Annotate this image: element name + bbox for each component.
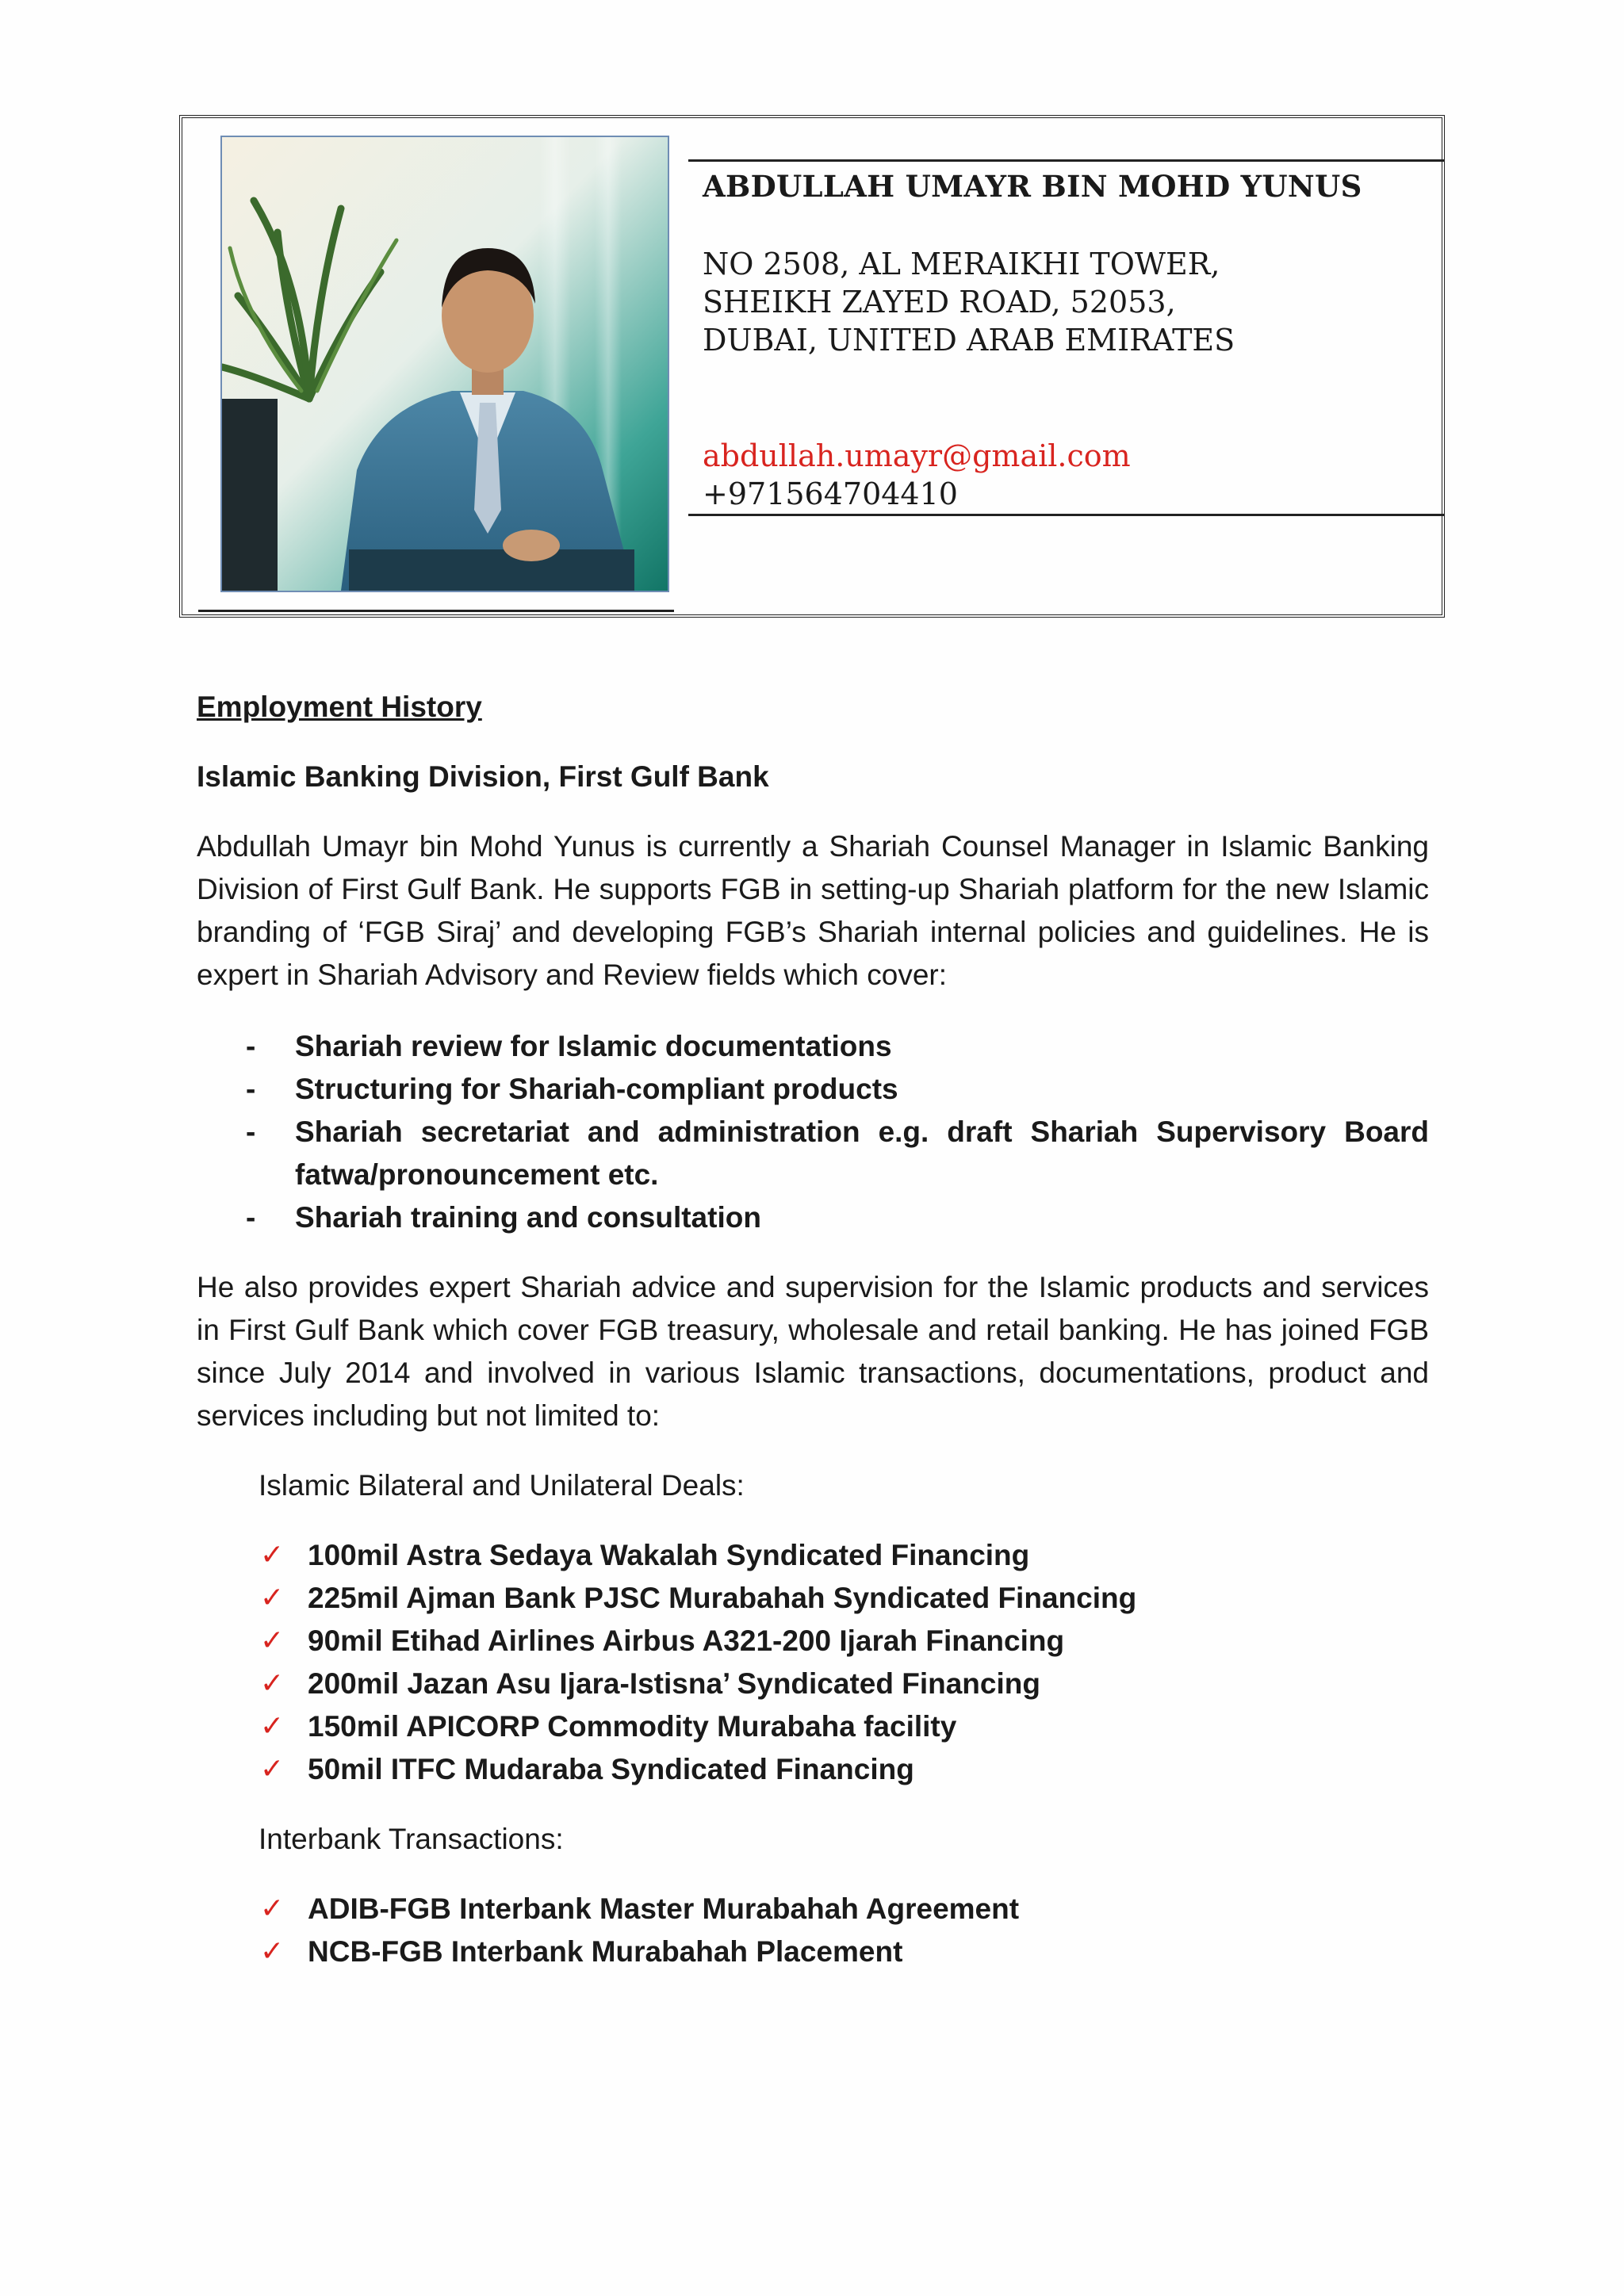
- address-line-1: NO 2508, AL MERAIKHI TOWER,: [703, 247, 1220, 281]
- intro-paragraph: Abdullah Umayr bin Mohd Yunus is currently a Shariah Counsel Manager in Islamic Banking Division of First Gulf Bank. He supports FGB in setting-up Shariah platform for the new Islamic branding of ‘FGB Siraj’ and developing FGB’s Shariah internal policies and guidelines. He is expert in Shariah Advisory and Review fields which cover:: [197, 830, 1429, 991]
- deals-list: [197, 1534, 1429, 1791]
- employment-section: [197, 686, 1429, 1973]
- interbank-heading: Interbank Transactions:: [259, 1823, 564, 1855]
- advisory-fields-list: [197, 1025, 1429, 1239]
- dash-bullet: -: [246, 1201, 256, 1234]
- checkmark-icon: ✓: [260, 1710, 285, 1743]
- email-link[interactable]: abdullah.umayr@gmail.com: [703, 438, 1131, 473]
- profile-photo: [220, 136, 669, 592]
- list-item-text: Shariah secretariat and administration e.g. draft Shariah Supervisory Board fatwa/pronouncement etc.: [295, 1115, 1429, 1191]
- list-item: [197, 1663, 1429, 1705]
- list-item: [197, 1577, 1429, 1620]
- list-item-text: 200mil Jazan Asu Ijara-Istisna’ Syndicated Financing: [308, 1667, 1040, 1700]
- list-item-text: Shariah training and consultation: [295, 1201, 761, 1234]
- header-box: [179, 115, 1445, 618]
- organization-title: Islamic Banking Division, First Gulf Bank: [197, 760, 769, 793]
- address-block: [703, 245, 1432, 359]
- details-paragraph: He also provides expert Shariah advice and supervision for the Islamic products and services in First Gulf Bank which cover FGB treasury, wholesale and retail banking. He has joined FGB since July 2014 and involved in various Islamic transactions, documentations, product and services including but not limited to:: [197, 1271, 1429, 1432]
- list-item-text: 50mil ITFC Mudaraba Syndicated Financing: [308, 1753, 914, 1785]
- list-item: [197, 1111, 1429, 1196]
- interbank-list: [197, 1888, 1429, 1973]
- list-item: [197, 1068, 1429, 1111]
- contact-info: [703, 167, 1432, 513]
- dash-bullet: -: [246, 1030, 256, 1062]
- address-line-2: SHEIKH ZAYED ROAD, 52053,: [703, 285, 1176, 320]
- list-item-text: 90mil Etihad Airlines Airbus A321-200 Ijarah Financing: [308, 1624, 1065, 1657]
- checkmark-icon: ✓: [260, 1582, 285, 1614]
- list-item-text: ADIB-FGB Interbank Master Murabahah Agreement: [308, 1892, 1020, 1925]
- list-item-text: 225mil Ajman Bank PJSC Murabahah Syndicated Financing: [308, 1582, 1137, 1614]
- list-item-text: Shariah review for Islamic documentations: [295, 1030, 892, 1062]
- checkmark-icon: ✓: [260, 1667, 285, 1700]
- info-top-rule: [688, 159, 1445, 162]
- list-item: [197, 1025, 1429, 1068]
- address-line-3: DUBAI, UNITED ARAB EMIRATES: [703, 323, 1235, 358]
- list-item-text: 100mil Astra Sedaya Wakalah Syndicated Financing: [308, 1539, 1030, 1571]
- list-item: [197, 1196, 1429, 1239]
- list-item-text: Structuring for Shariah-compliant products: [295, 1073, 898, 1105]
- list-item: [197, 1888, 1429, 1931]
- checkmark-icon: ✓: [260, 1892, 285, 1925]
- dash-bullet: -: [246, 1115, 256, 1148]
- list-item: [197, 1534, 1429, 1577]
- photo-underline: [198, 610, 674, 612]
- deals-heading: Islamic Bilateral and Unilateral Deals:: [259, 1469, 745, 1502]
- profile-photo-image: [222, 137, 668, 591]
- phone-number: +971564704410: [703, 476, 958, 511]
- info-bottom-rule: [688, 514, 1445, 516]
- checkmark-icon: ✓: [260, 1624, 285, 1657]
- dash-bullet: -: [246, 1073, 256, 1105]
- list-item: [197, 1931, 1429, 1973]
- candidate-name: ABDULLAH UMAYR BIN MOHD YUNUS: [703, 169, 1362, 204]
- checkmark-icon: ✓: [260, 1539, 285, 1571]
- section-title: Employment History: [197, 691, 482, 723]
- list-item: [197, 1620, 1429, 1663]
- checkmark-icon: ✓: [260, 1935, 285, 1968]
- list-item-text: 150mil APICORP Commodity Murabaha facility: [308, 1710, 957, 1743]
- list-item: [197, 1748, 1429, 1791]
- list-item: [197, 1705, 1429, 1748]
- list-item-text: NCB-FGB Interbank Murabahah Placement: [308, 1935, 903, 1968]
- checkmark-icon: ✓: [260, 1753, 285, 1785]
